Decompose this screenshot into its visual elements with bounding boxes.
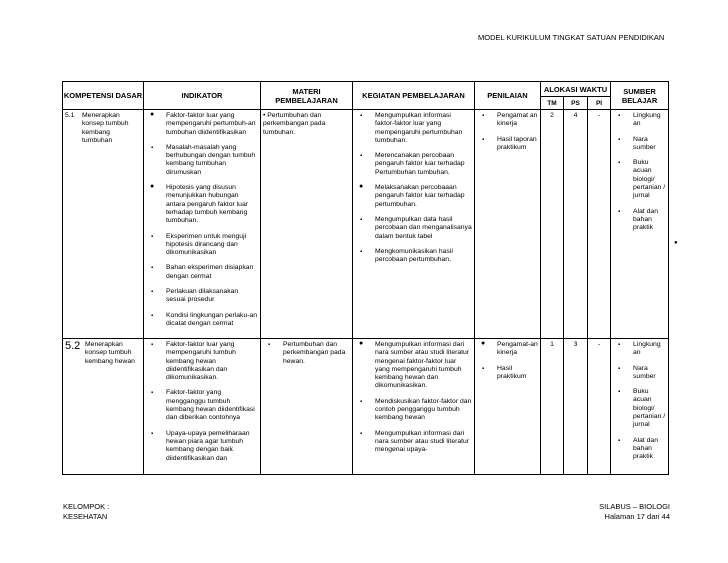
list-item: ▪ Upaya-upaya pemeliharaan hewan piara agar tumbuh kembang dengan baik diidentifikasikan dan <box>146 430 258 463</box>
list-item: ▪ Pertumbuhan dan perkembangan pada hewan. <box>263 341 350 366</box>
col-indikator: INDIKATOR <box>144 82 261 110</box>
list-item: ● Mengumpulkan informasi dari nara sumber atau studi literatur mengenai faktor-faktor luar yang mempengaruhi tumbuh kembang hewan dan dikomunikasikan. <box>355 341 472 391</box>
pi-cell: - <box>588 339 611 475</box>
materi-cell <box>261 339 353 475</box>
list-item: ▪ Nara sumber <box>613 365 666 382</box>
syllabus-table <box>62 81 669 475</box>
footer-right <box>599 502 670 522</box>
footer-subject: SILABUS – BIOLOGI <box>599 502 670 511</box>
kd-cell <box>63 110 144 339</box>
kegiatan-cell <box>353 110 475 339</box>
kd-number: 5.2 <box>65 340 81 352</box>
list-item: ▪ Pengamat an kinerja <box>477 112 538 129</box>
list-item: ▪ Nara sumber <box>613 136 666 153</box>
indikator-cell <box>144 110 261 339</box>
list-item: ▪ Alat dan bahan praktik <box>613 437 666 462</box>
penilaian-cell <box>475 339 541 475</box>
indikator-cell <box>144 339 261 475</box>
list-item: ▪ Mengumpulkan informasi dari nara sumber atau studi literatur mengenai upaya- <box>355 430 472 455</box>
sumber-cell <box>611 339 669 475</box>
col-kompetensi: KOMPETENSI DASAR <box>63 82 144 110</box>
list-item: ▪ Kondisi lingkungan perlaku-an dicatat dengan cermat <box>146 312 258 329</box>
ps-cell: 4 <box>564 110 588 339</box>
list-item: ▪ Buku acuan biologi/ pertanian / jurnal <box>613 388 666 429</box>
tm-cell: 2 <box>541 110 564 339</box>
materi-cell <box>261 110 353 339</box>
list-item: ▪ Masalah-masalah yang berhubungan dengan tumbuh kembang tumbuhan dirumuskan <box>146 144 258 177</box>
kd-number: 5.1 <box>65 112 75 119</box>
col-ps: PS <box>564 97 588 110</box>
list-item: • Pertumbuhan dan perkembangan pada tumbuhan. <box>263 112 326 136</box>
list-item: ▪ Buku acuan biologi/ pertanian / jurnal <box>613 159 666 200</box>
footer-left <box>63 502 109 522</box>
list-item: ▪ Faktor-faktor yang mengganggu tumbuh kembang hewan diidentifikasi dan diberikan contohnya <box>146 389 258 422</box>
list-item: ▪ Hasil laporan praktikum <box>477 136 538 153</box>
sumber-cell <box>611 110 669 339</box>
list-item: ▪ Mengumpulkan informasi faktor-faktor luar yang mempengaruhi pertumbuhan tumbuhan. <box>355 112 472 145</box>
list-item: ▪ Mengumpulkan data hasil percobaan dan menganalisanya dalam bentuk tabel <box>355 216 472 241</box>
table-row <box>63 339 669 475</box>
col-materi: MATERI PEMBELAJARAN <box>261 82 353 110</box>
kd-cell <box>63 339 144 475</box>
list-item: ● Hipotesis yang disusun menunjukkan hubungan antara pengaruh faktor luar terhadap tumbuh kembang tumbuhan. <box>146 184 258 225</box>
list-item: ▪ Mendiskusikan faktor-faktor dan contoh pengganggu tumbuh kembang hewan <box>355 398 472 423</box>
page-number: Halaman 17 dari 44 <box>604 512 670 521</box>
col-tm: TM <box>541 97 564 110</box>
stray-bullet-icon: ● <box>674 240 678 246</box>
pi-cell: - <box>588 110 611 339</box>
list-item: ▪ Merencanakan percobaan pengaruh faktor luar terhadap Pertumbuhan tumbuhan. <box>355 152 472 177</box>
kd-text: Menerapkan konsep tumbuh kembang hewan <box>85 341 135 365</box>
kegiatan-cell <box>353 339 475 475</box>
list-item: ▪ Faktor-faktor luar yang mempengaruhi tumbuh kembang hewan diidentifikasikan dan dikomunikasikan. <box>146 341 258 382</box>
kd-text: Menerapkan konsep tumbuh kembang tumbuhan <box>82 112 129 144</box>
list-item: ▪ Eksperimen untuk menguji hipotesis dirancang dan dikomunikasikan <box>146 233 258 258</box>
list-item: ▪ Alat dan bahan praktik <box>613 208 666 233</box>
list-item: ▪ Mengkomunikasikan hasil percobaan pertumbuhan. <box>355 248 472 265</box>
document-header: MODEL KURIKULUM TINGKAT SATUAN PENDIDIKAN <box>478 33 665 42</box>
col-pi: PI <box>588 97 611 110</box>
list-item: ▪ Bahan eksperimen disiapkan dengan cermat <box>146 264 258 281</box>
list-item: ▪ Hasil praktikum <box>477 365 538 382</box>
list-item: ● Pengamat-an kinerja <box>477 341 538 358</box>
table-row <box>63 110 669 339</box>
col-sumber: SUMBER BELAJAR <box>611 82 669 110</box>
footer-group-label: KELOMPOK : <box>63 502 110 511</box>
penilaian-cell <box>475 110 541 339</box>
list-item: ▪ Lingkung an <box>613 112 666 129</box>
col-alokasi: ALOKASI WAKTU <box>541 82 611 97</box>
col-kegiatan: KEGIATAN PEMBELAJARAN <box>353 82 475 110</box>
list-item: ● Faktor-faktor luar yang mempengaruhi pertumbuh-an tumbuhan diidentifikasikan <box>146 112 258 137</box>
list-item: ▪ Lingkung an <box>613 341 666 358</box>
footer-group-value: KESEHATAN <box>63 512 108 521</box>
list-item: ▪ Perlakuan dilaksanakan sesuai prosedur <box>146 288 258 305</box>
ps-cell: 3 <box>564 339 588 475</box>
list-item: ● Melaksanakan percobaaan pengaruh faktor luar terhadap pertumbuhan. <box>355 184 472 209</box>
tm-cell: 1 <box>541 339 564 475</box>
col-penilaian: PENILAIAN <box>475 82 541 110</box>
